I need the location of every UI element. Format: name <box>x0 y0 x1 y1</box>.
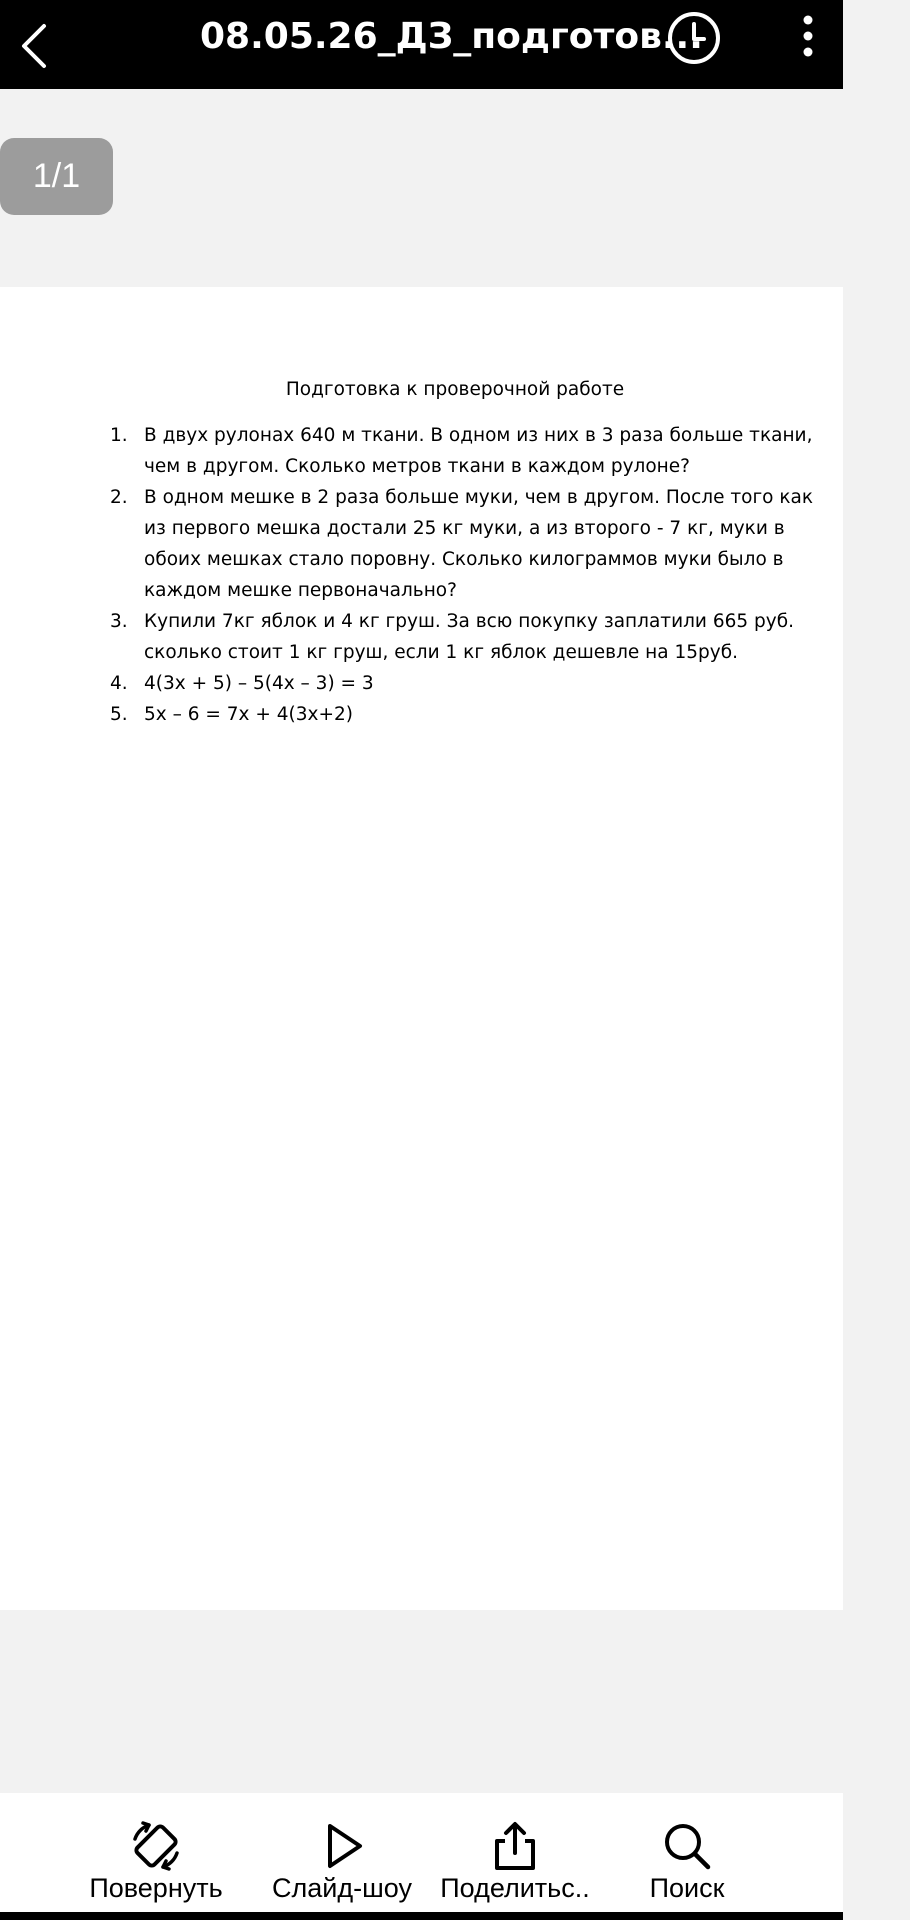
doc-heading: Подготовка к проверочной работе <box>285 379 625 400</box>
search-button[interactable] <box>607 1793 767 1912</box>
item-number: 2. <box>110 487 128 508</box>
list-item <box>110 606 830 668</box>
search-icon <box>660 1819 714 1873</box>
item-text: В одном мешке в 2 раза больше муки, чем в другом. После того как из первого мешка достали 25 кг муки, а из второго - 7 кг, муки в обоих мешках стало поровну. Сколько килограммов муки было в каждом мешке первоначально? <box>144 487 814 601</box>
play-icon <box>315 1819 369 1873</box>
rotate-label: Повернуть <box>89 1873 223 1903</box>
list-item <box>110 699 830 730</box>
item-text: В двух рулонах 640 м ткани. В одном из них в 3 раза больше ткани, чем в другом. Сколько метров ткани в каждом рулоне? <box>144 425 813 477</box>
bottom-toolbar <box>0 1793 843 1912</box>
clock-icon <box>664 8 724 68</box>
share-label: Поделитьс.. <box>440 1873 590 1903</box>
system-nav-strip <box>0 1912 843 1920</box>
slideshow-button[interactable] <box>262 1793 422 1912</box>
rotate-button[interactable] <box>76 1793 236 1912</box>
top-app-bar <box>0 0 843 89</box>
list-item <box>110 482 830 606</box>
share-icon <box>488 1819 542 1873</box>
chevron-left-icon <box>12 10 68 78</box>
item-number: 5. <box>110 704 128 725</box>
page-counter-badge: 1/1 <box>0 138 113 215</box>
back-button[interactable] <box>12 10 68 78</box>
task-list <box>110 420 830 730</box>
share-button[interactable] <box>435 1793 595 1912</box>
item-text: 4(3x + 5) – 5(4x – 3) = 3 <box>144 673 374 694</box>
item-number: 4. <box>110 673 128 694</box>
document-page[interactable] <box>0 287 843 1610</box>
list-item <box>110 420 830 482</box>
more-options-button[interactable] <box>790 10 826 70</box>
item-number: 3. <box>110 611 128 632</box>
more-vertical-icon <box>790 10 826 70</box>
item-text: 5x – 6 = 7x + 4(3x+2) <box>144 704 353 725</box>
item-number: 1. <box>110 425 128 446</box>
item-text: Купили 7кг яблок и 4 кг груш. За всю покупку заплатили 665 руб. сколько стоит 1 кг груш, если 1 кг яблок дешевле на 15руб. <box>144 611 795 663</box>
search-label: Поиск <box>649 1873 725 1903</box>
document-title: 08.05.26_ДЗ_подготов... <box>200 16 703 57</box>
rotate-icon <box>129 1819 183 1873</box>
list-item <box>110 668 830 699</box>
recent-history-button[interactable] <box>664 8 724 68</box>
slideshow-label: Слайд-шоу <box>272 1873 412 1903</box>
